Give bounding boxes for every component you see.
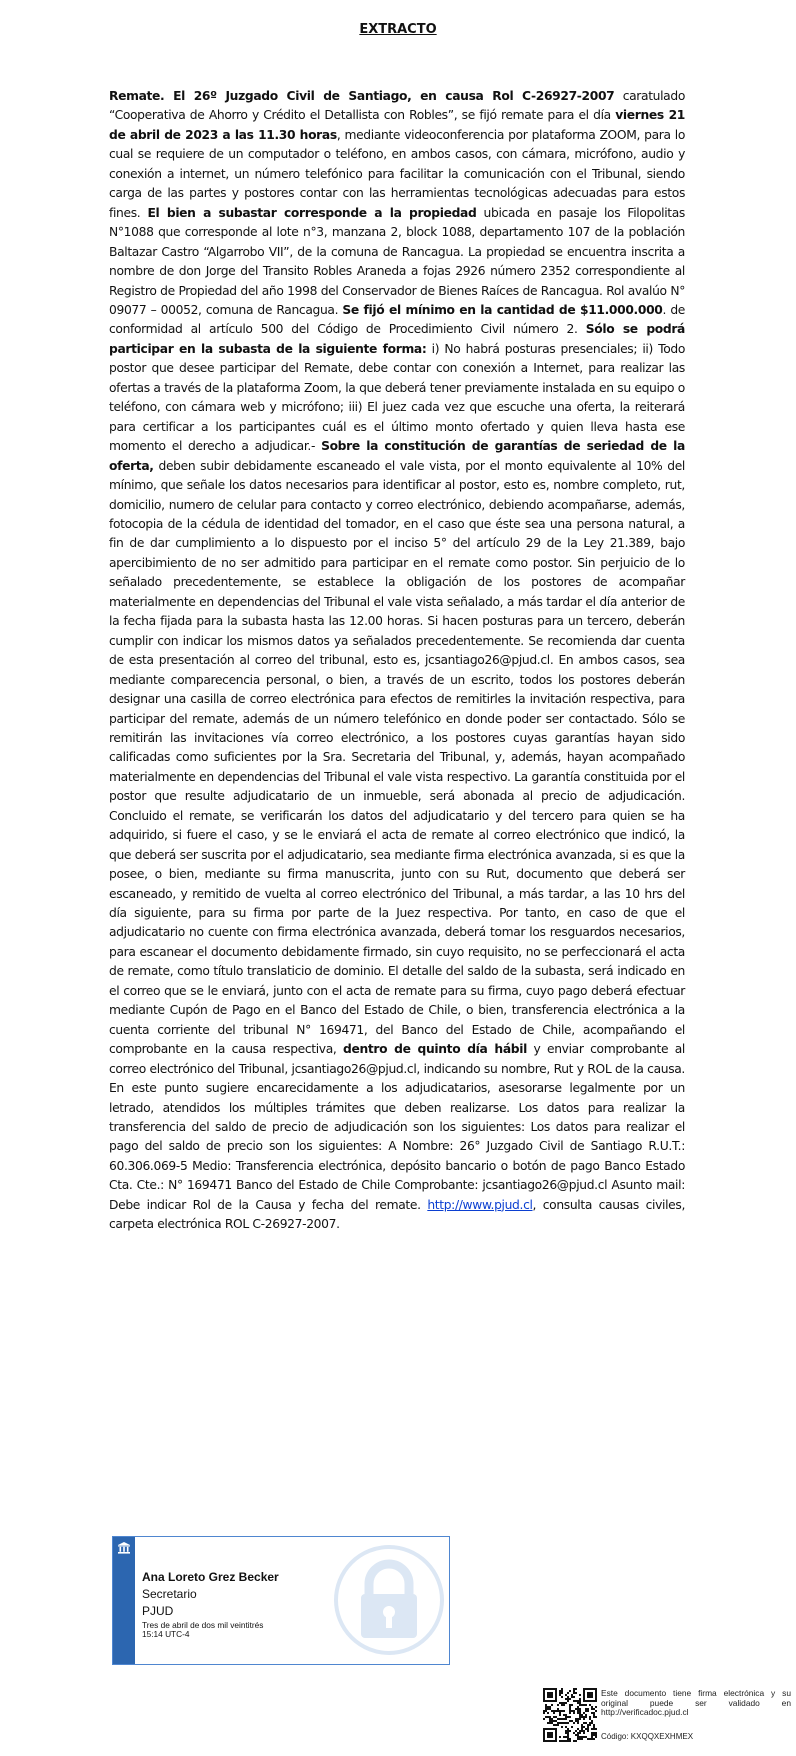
electronic-signature-box — [112, 1536, 450, 1665]
verification-text: Este documento tiene firma electrónica y su original puede ser validado en http://verificadoc.pjud.cl — [601, 1688, 791, 1718]
text-run: caratulado “Cooperativa de Ahorro y Crédito el Detallista con Robles”, se fijó remate para el día — [109, 89, 685, 123]
signature-sidebar — [113, 1537, 135, 1664]
signature-time-text: 15:14 UTC-4 — [142, 1629, 190, 1639]
signature-date-text: Tres de abril de dos mil veintitrés — [142, 1620, 264, 1630]
text-run: y enviar comprobante al correo electrónico del Tribunal, jcsantiago26@pjud.cl, indicando su nombre, Rut y ROL de la causa. En este punto sugiere encarecidamente a los adjudicatarios, asesorarse legalmente por un letrado, atendidos los múltiples trámites que deben realizarse. Los datos para realizar la transferencia del saldo de precio de adjudicación son los siguientes: Los datos para realizar el pago del saldo de precio son los siguientes: A Nombre: 26° Juzgado Civil de Santiago R.U.T.: 60.306.069-5 Medio: Transferencia electrónica, depósito bancario o botón de pago Banco Estado Cta. Cte.: N° 169471 Banco del Estado de Chile Comprobante: jcsantiago26@pjud.cl Asunto mail: Debe indicar Rol de la Causa y fecha del remate. — [109, 1042, 685, 1212]
pjud-link[interactable]: http://www.pjud.cl — [427, 1197, 533, 1212]
text-run: deben subir debidamente escaneado el vale vista, por el monto equivalente al 10% del mínimo, que señale los datos necesarios para identificar al postor, esto es, nombre completo, rut, domicilio, numero de celular para contacto y correo electrónico, debiendo acompañarse, además, fotocopia de la cédula de identidad del tomador, en el caso que éste sea una persona natural, a fin de dar cumplimiento a lo dispuesto por el inciso 5° del artículo 29 de la Ley 21.389, bajo apercibimiento de no ser admitido para participar en el remate como postor. Sin perjuicio de lo señalado precedentemente, se establece la obligación de los postores de acompañar materialmente en dependencias del Tribunal el vale vista señalado, a más tardar el día anterior de la fecha fijada para la subasta hasta las 12.00 horas. Si hacen posturas para un tercero, deberán cumplir con indicar los mismos datos ya señalados precedentemente. Se recomienda dar cuenta de esta presentación al correo del tribunal, esto es, jcsantiago26@pjud.cl. En ambos casos, sea mediante comparecencia personal, o bien, a través de un escrito, todos los postores deberán designar una casilla de correo electrónica para efectos de remitirles la invitación respectiva, para participar del remate, además de un número telefónico en donde poder ser contactado. Sólo se remitirán las invitaciones vía correo electrónico, a los postores cuyas garantías hayan sido calificadas como suficientes por la Sra. Secretaria del Tribunal, y, además, hayan acompañado materialmente en dependencias del Tribunal el vale vista respectivo. La garantía constituida por el postor que resulte adjudicatario de un inmueble, será abonada al precio de adjudicación. Concluido el remate, se verificarán los datos del adjudicatario y del tercero para quien se ha adquirido, si fuere el caso, y se le enviará el acta de remate al correo electrónico que indicó, la que deberá ser suscrita por el adjudicatario, sea mediante firma electrónica avanzada, si es que la posee, o bien, mediante su firma manuscrita, junto con su Rut, documento que deberá ser escaneado, y remitido de vuelta al correo electrónico del Tribunal, a más tardar, a las 10 hrs del día siguiente, para su firma por parte de la Juez respectiva. Por tanto, en caso de que el adjudicatario no cuente con firma electrónica avanzada, deberá tomar los resguardos necesarios, para escanear el documento debidamente firmado, sin cuyo requisito, no se perfeccionará el acta de remate, como título translaticio de dominio. El detalle del saldo de la subasta, será indicado en el correo que se le enviará, junto con el acta de remate para su firma, cuyo pago deberá efectuar mediante Cupón de Pago en el Banco del Estado de Chile, o bien, transferencia electrónica a la cuenta corriente del tribunal N° 169471, del Banco del Estado de Chile, acompañando el comprobante en la causa respectiva, — [109, 458, 685, 1057]
bold-text-run: Remate. El 26º Juzgado Civil de Santiago, en causa Rol C-26927-2007 — [109, 89, 615, 103]
qr-code-icon — [543, 1688, 597, 1742]
text-run: , mediante videoconferencia por plataforma ZOOM, para lo cual se requiere de un computador o teléfono, en ambos casos, con cámara, micrófono, audio y conexión a internet, un número telefónico para facilitar la comunicación con el Tribunal, siendo carga de las partes y postores contar con las herramientas tecnológicas adecuadas para estos fines. — [109, 127, 685, 220]
text-run: . de conformidad al artículo 500 del Código de Procedimiento Civil número 2. — [109, 302, 685, 337]
bold-text-run: Sobre la constitución de garantías de seriedad de la oferta, — [109, 439, 685, 473]
document-body — [109, 87, 685, 1235]
signer-organization: PJUD — [142, 1604, 174, 1618]
signature-date — [142, 1621, 263, 1639]
text-run: i) No habrá posturas presenciales; ii) Todo postor que desee participar del Remate, debe contar con conexión a Internet, para realizar las ofertas a través de la plataforma Zoom, la que deberá tener previamente instalada en su equipo o teléfono, con cámara web y micrófono; iii) El juez cada vez que escuche una oferta, la reiterará para certificar a los participantes cuál es el último monto ofertado y quien lleva hasta ese momento el derecho a adjudicar.- — [109, 341, 685, 454]
bold-text-run: El bien a subastar corresponde a la propiedad — [147, 205, 477, 220]
courthouse-icon — [117, 1541, 131, 1555]
signer-role: Secretario — [142, 1587, 197, 1601]
bold-text-run: viernes 21 de abril de 2023 a las 11.30 horas — [109, 108, 685, 142]
text-run: , consulta causas civiles, carpeta electrónica ROL C-26927-2007. — [109, 1197, 685, 1232]
bold-text-run: Se fijó el mínimo en la cantidad de $11.000.000 — [342, 302, 663, 317]
document-title: EXTRACTO — [359, 22, 437, 37]
bold-text-run: Sólo se podrá participar en la subasta de la siguiente forma: — [109, 322, 685, 356]
text-run: ubicada en pasaje los Filopolitas N°1088 que corresponde al lote n°3, manzana 2, block 1088, departamento 107 de la población Baltazar Castro “Algarrobo VII”, de la comuna de Rancagua. La propiedad se encuentra inscrita a nombre de don Jorge del Transito Robles Araneda a fojas 2926 número 2352 correspondiente al Registro de Propiedad del año 1998 del Conservador de Bienes Raíces de Rancagua. Rol avalúo N° 09077 – 00052, comuna de Rancagua. — [109, 205, 685, 317]
bold-text-run: dentro de quinto día hábil — [343, 1042, 527, 1057]
verification-code: Código: KXQQXEXHMEX — [601, 1732, 694, 1741]
padlock-icon — [333, 1544, 445, 1656]
signer-name: Ana Loreto Grez Becker — [142, 1570, 279, 1584]
